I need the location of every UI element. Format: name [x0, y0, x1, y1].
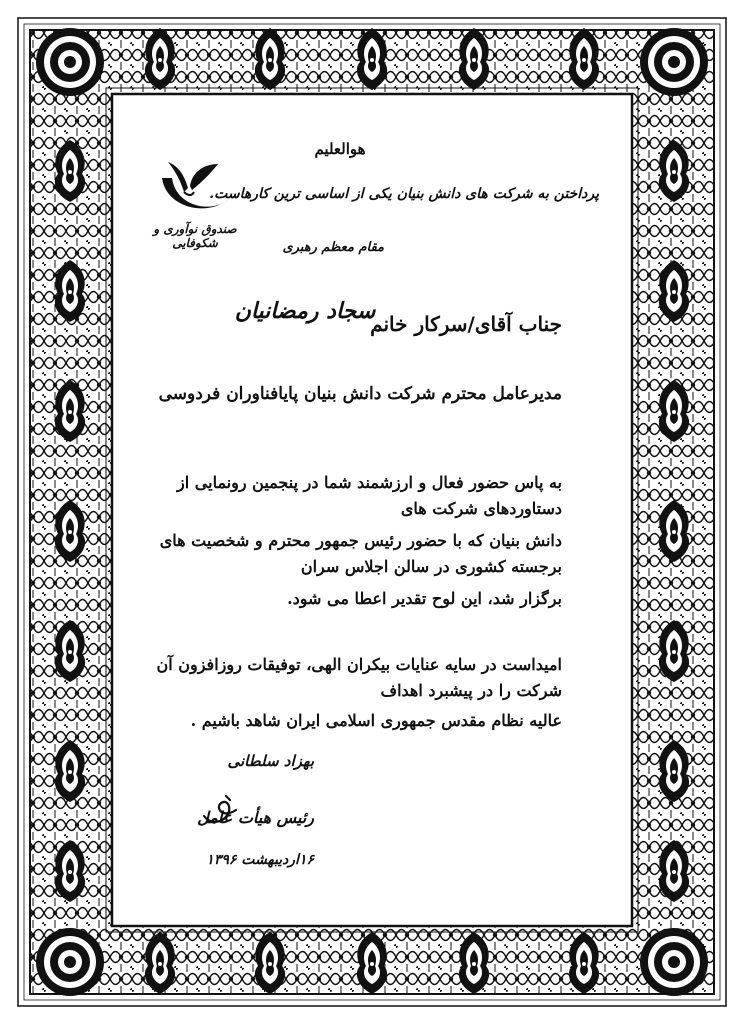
signer-title: رئیس هیأت عامل — [197, 808, 314, 827]
body-line: عالیه نظام مقدس جمهوری اسلامی ایران شاهد باشیم . — [190, 711, 562, 730]
body-line: دانش بنیان که با حضور رئیس جمهور محترم و شخصیت های برجسته کشوری در سالن اجلاس سران — [159, 531, 562, 576]
body-line: برگزار شد، این لوح تقدیر اعطا می شود. — [287, 589, 562, 608]
body-line: امیداست در سایه عنایات بیکران الهی، توفیقات روزافزون آن شرکت را در پیشبرد اهداف — [156, 655, 562, 700]
leader-quote: پرداختن به شرکت های دانش بنیان یکی از اساسی ترین کارهاست. — [209, 186, 599, 202]
salutation: جناب آقای/سرکار خانم — [370, 312, 562, 336]
signer-name: بهزاد سلطانی — [227, 752, 314, 770]
quote-author: مقام معظم رهبری — [282, 240, 384, 255]
motto: هوالعلیم — [314, 140, 366, 158]
recipient-name: سجاد رمضانیان — [234, 298, 376, 324]
issue-date: ۱۶اردیبهشت ۱۳۹۶ — [206, 852, 314, 868]
recipient-position: مدیرعامل محترم شرکت دانش بنیان پایافناوران فردوسی — [158, 384, 562, 404]
body-line: به پاس حضور فعال و ارزشمند شما در پنجمین رونمایی از دستاوردهای شرکت های — [177, 473, 562, 518]
fund-name: صندوق نوآوری و شکوفایی — [153, 222, 237, 250]
